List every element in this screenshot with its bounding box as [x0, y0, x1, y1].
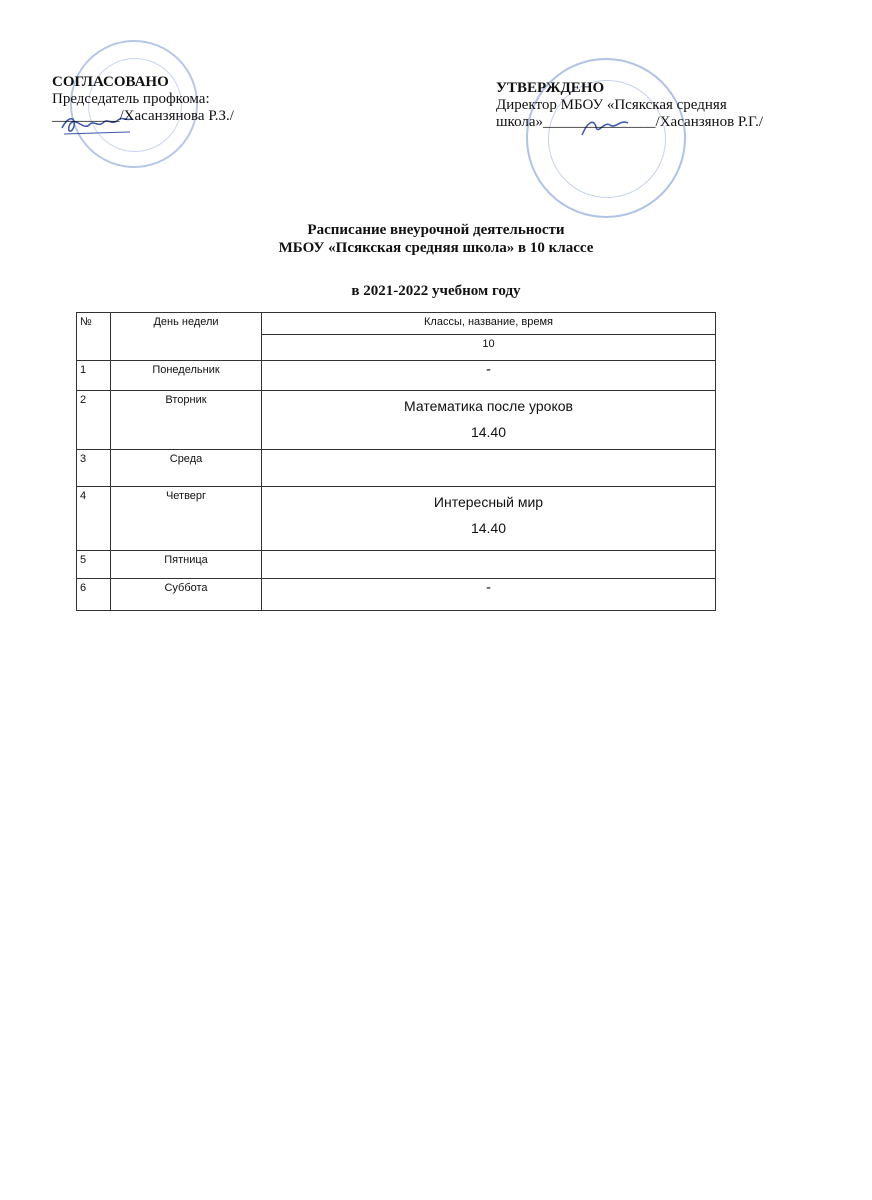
academic-year: в 2021-2022 учебном году: [351, 283, 521, 299]
approved-name: /Хасанзянов Р.Г./: [655, 114, 764, 130]
approved-signature-blank: _______________: [543, 114, 656, 130]
agreed-position: Председатель профкома:: [52, 91, 210, 107]
row-num: 5: [77, 551, 111, 579]
row-activity: [262, 450, 716, 487]
row-activity: -: [262, 579, 716, 611]
row-num: 1: [77, 361, 111, 391]
row-day: Суббота: [111, 579, 262, 611]
row-activity: Математика после уроков: [404, 398, 573, 414]
agreed-signature-line: [52, 108, 234, 125]
header-day: День недели: [111, 313, 262, 361]
row-num: 3: [77, 450, 111, 487]
row-time: 14.40: [470, 424, 507, 440]
table-row: [77, 551, 716, 579]
table-row: [77, 579, 716, 611]
header-num: №: [77, 313, 111, 361]
row-day: Вторник: [111, 391, 262, 450]
agreed-signature-blank: _________: [52, 108, 120, 124]
row-num: 6: [77, 579, 111, 611]
row-day: Понедельник: [111, 361, 262, 391]
row-activity: -: [262, 361, 716, 391]
approved-block: [496, 80, 763, 131]
row-num: 2: [77, 391, 111, 450]
table-row: [77, 450, 716, 487]
table-row: [77, 361, 716, 391]
table-header-row: [77, 313, 716, 335]
row-time: 14.40: [470, 520, 507, 536]
row-activity: Интересный мир: [433, 494, 544, 510]
agreed-block: [52, 74, 234, 125]
agreed-name: /Хасанзянова Р.З./: [119, 108, 234, 124]
agreed-heading: СОГЛАСОВАНО: [52, 74, 169, 90]
header-classes: Классы, название, время: [262, 313, 716, 335]
row-activity: [262, 551, 716, 579]
approved-signature-line: [496, 114, 763, 131]
row-num: 4: [77, 487, 111, 551]
document-title: Расписание внеурочной деятельности: [307, 222, 565, 238]
row-activity-cell: [262, 391, 716, 450]
row-activity-cell: [262, 487, 716, 551]
table-row: [77, 391, 716, 450]
approved-position-cont: школа»: [496, 114, 544, 130]
table-row: [77, 487, 716, 551]
approved-heading: УТВЕРЖДЕНО: [496, 80, 605, 96]
document-subtitle: МБОУ «Псякская средняя школа» в 10 классе: [278, 240, 594, 256]
row-day: Четверг: [111, 487, 262, 551]
schedule-table: [76, 312, 716, 611]
row-day: Среда: [111, 450, 262, 487]
approved-position: Директор МБОУ «Псякская средняя: [496, 97, 727, 113]
row-day: Пятница: [111, 551, 262, 579]
header-class-10: 10: [262, 335, 716, 361]
